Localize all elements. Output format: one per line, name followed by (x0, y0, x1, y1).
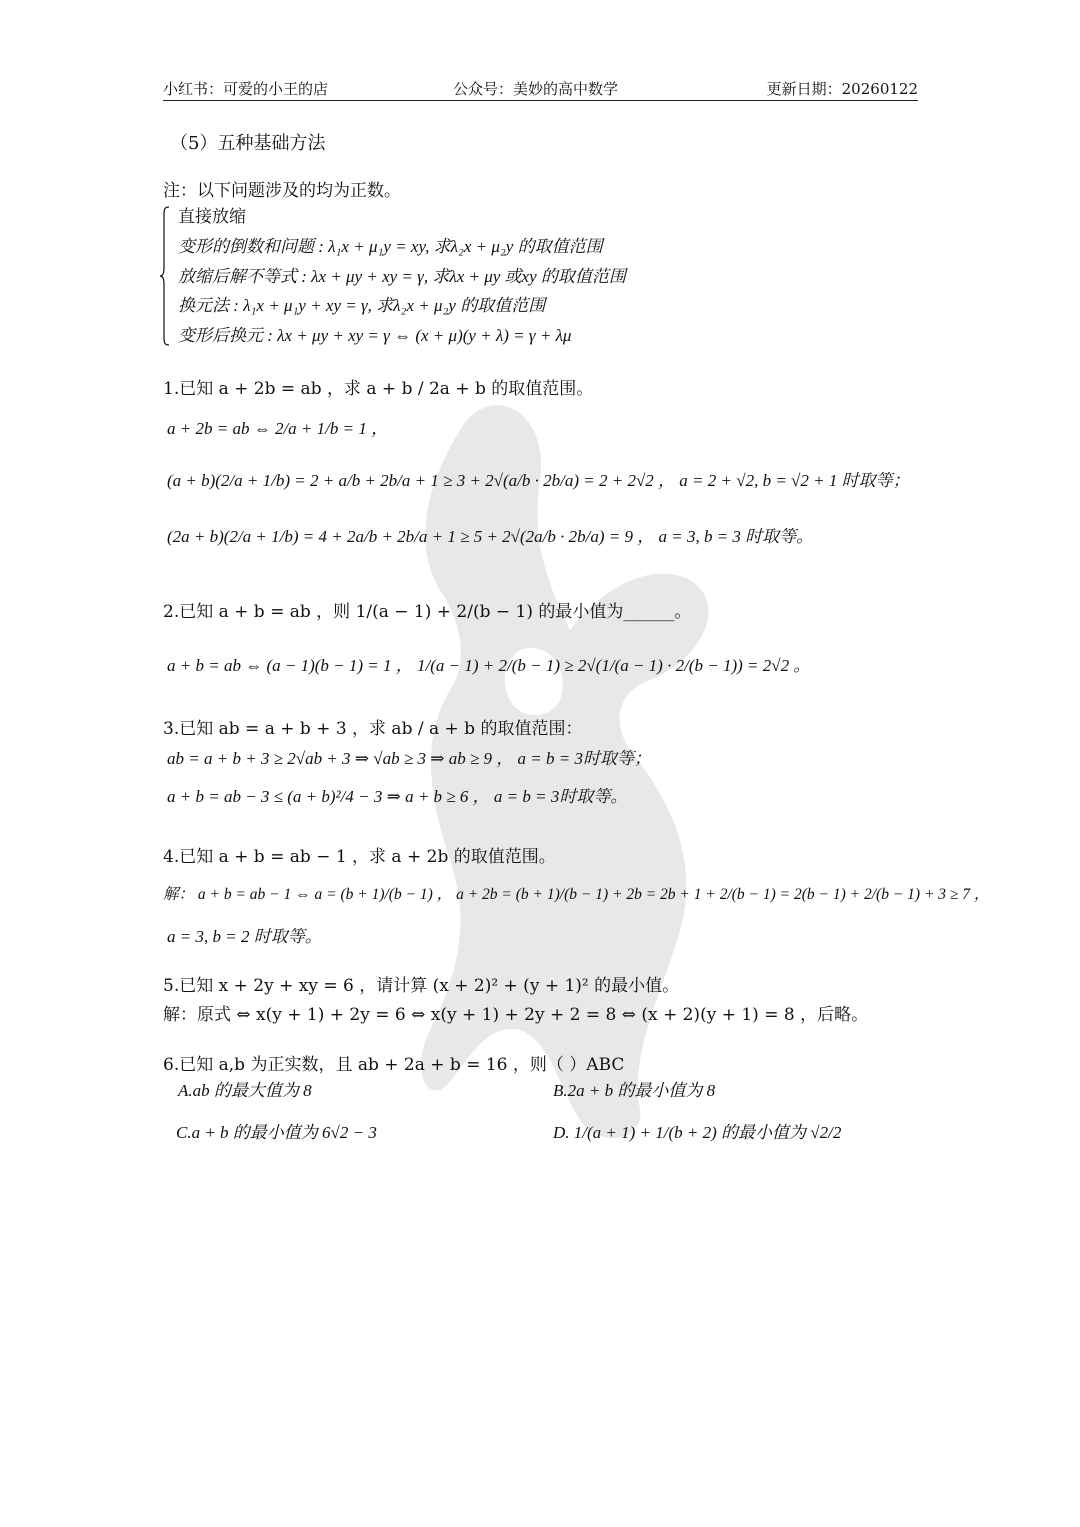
method-3: 放缩后解不等式 : λx + μy + xy = γ, 求λx + μy 或xy 的取值范围 (178, 267, 626, 286)
header-left: 小红书：可爱的小王的店 (163, 80, 329, 98)
problem-1-step-3: (2a + b)(2/a + 1/b) = 4 + 2a/b + 2b/a + 1 ≥ 5 + 2√(2a/b · 2b/a) = 9 ， a = 3, b = 3 时取等。 (167, 527, 814, 546)
problem-4-question: 4.已知 a + b = ab − 1 ，求 a + 2b 的取值范围。 (163, 847, 556, 867)
problem-1-step-1: a + 2b = ab ⇔ 2/a + 1/b = 1 ， (167, 419, 389, 438)
problem-3-step-2: a + b = ab − 3 ≤ (a + b)²/4 − 3 ⇒ a + b ≥ 6 ， a = b = 3时取等。 (167, 787, 628, 806)
problem-1-question: 1.已知 a + 2b = ab ，求 a + b / 2a + b 的取值范围。 (163, 379, 594, 399)
problem-4-step-2: a = 3, b = 2 时取等。 (167, 927, 322, 946)
method-5: 变形后换元 : λx + μy + xy = γ ⇔ (x + μ)(y + λ) = γ + λμ (178, 326, 572, 345)
left-brace (160, 206, 170, 346)
page-header (163, 78, 918, 101)
method-4: 换元法 : λ₁x + μ₁y + xy = γ, 求λ₂x + μ₂y 的取值范围 (178, 296, 546, 315)
problem-5-step-1: 解：原式 ⇔ x(y + 1) + 2y = 6 ⇔ x(y + 1) + 2y + 2 = 8 ⇔ (x + 2)(y + 1) = 8 ，后略。 (163, 1005, 869, 1025)
problem-6-option-a: A.ab 的最大值为 8 (178, 1081, 312, 1100)
problem-6-question: 6.已知 a,b 为正实数，且 ab + 2a + b = 16 ，则（ ）ABC (163, 1055, 625, 1075)
problem-3-question: 3.已知 ab = a + b + 3 ，求 ab / a + b 的取值范围： (163, 719, 583, 739)
header-center: 公众号：美妙的高中数学 (453, 80, 619, 98)
problem-1-step-2: (a + b)(2/a + 1/b) = 2 + a/b + 2b/a + 1 ≥ 3 + 2√(a/b · 2b/a) = 2 + 2√2 ， a = 2 + √2, b = √2 + 1 时取等； (167, 471, 910, 490)
problem-6-option-c: C.a + b 的最小值为 6√2 − 3 (176, 1123, 377, 1142)
problem-2-question: 2.已知 a + b = ab ，则 1/(a − 1) + 2/(b − 1) 的最小值为______。 (163, 602, 692, 622)
problem-2-step-1: a + b = ab ⇔ (a − 1)(b − 1) = 1 ， 1/(a − 1) + 2/(b − 1) ≥ 2√(1/(a − 1) · 2/(b − 1)) = 2√2 。 (167, 656, 811, 675)
problem-3-step-1: ab = a + b + 3 ≥ 2√ab + 3 ⇒ √ab ≥ 3 ⇒ ab ≥ 9 ， a = b = 3时取等； (167, 749, 651, 768)
method-2: 变形的倒数和问题 : λ₁x + μ₁y = xy, 求λ₂x + μ₂y 的取值范围 (178, 237, 603, 256)
method-1: 直接放缩 (178, 207, 246, 227)
section-title: （5）五种基础方法 (170, 133, 326, 154)
header-right: 更新日期：20260122 (766, 80, 918, 98)
rabbit-watermark-icon (400, 390, 730, 1150)
problem-6-option-b: B.2a + b 的最小值为 8 (553, 1081, 716, 1100)
note: 注：以下问题涉及的均为正数。 (163, 181, 401, 201)
problem-5-question: 5.已知 x + 2y + xy = 6 ，请计算 (x + 2)² + (y + 1)² 的最小值。 (163, 976, 680, 996)
problem-6-option-d: D. 1/(a + 1) + 1/(b + 2) 的最小值为 √2/2 (553, 1123, 842, 1142)
problem-4-step-1: 解： a + b = ab − 1 ⇔ a = (b + 1)/(b − 1) ， a + 2b = (b + 1)/(b − 1) + 2b = 2b + 1 + 2/(b − 1) = 2(b − 1) + 2/(b − 1) + 3 ≥ 7 ， (163, 886, 990, 903)
